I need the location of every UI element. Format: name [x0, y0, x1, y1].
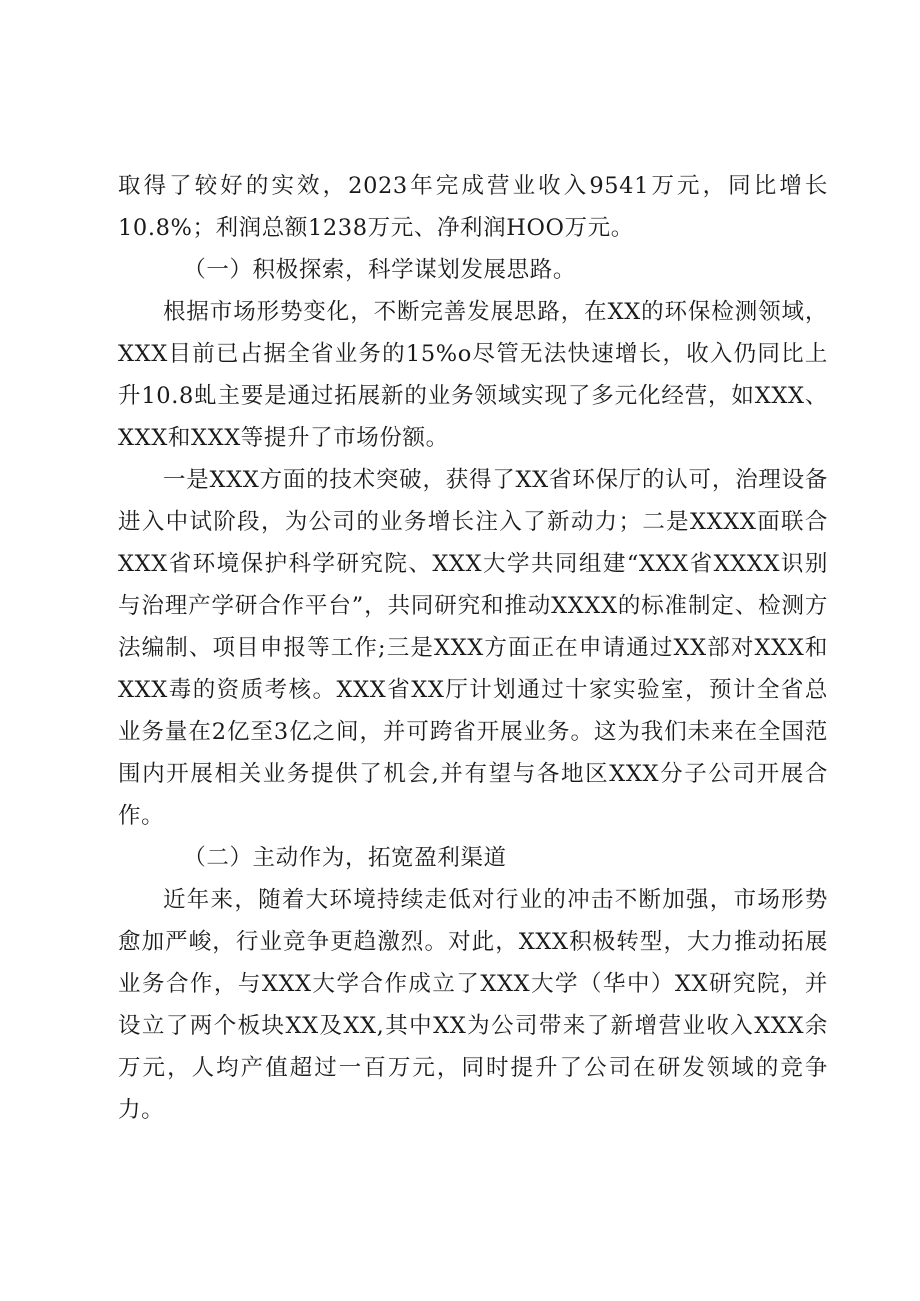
- section-heading-profit-channels: （二）主动作为，拓宽盈利渠道: [183, 845, 507, 871]
- paragraph-revenue-summary: 取得了较好的实效，2023年完成营业收入9541万元，同比增长10.8%；利润总额1238万元、净利润HOO万元。: [118, 173, 828, 241]
- paragraph-development-ideas: 根据市场形势变化，不断完善发展思路，在XX的环保检测领域，XXX目前已占据全省业务的15%o尽管无法快速增长，收入仍同比上升10.8虬主要是通过拓展新的业务领域实现了多元化经营，如XXX、XXX和XXX等提升了市场份额。: [118, 299, 828, 451]
- paragraph-business-cooperation: 近年来，随着大环境持续走低对行业的冲击不断加强，市场形势愈加严峻，行业竞争更趋激烈。对此，XXX积极转型，大力推动拓展业务合作，与XXX大学合作成立了XXX大学（华中）XX研究院，并设立了两个板块XX及XX,其中XX为公司带来了新增营业收入XXX余万元，人均产值超过一百万元，同时提升了公司在研发领域的竞争力。: [118, 887, 828, 1123]
- document-body: [118, 165, 828, 1131]
- paragraph-technical-breakthroughs: 一是XXX方面的技术突破，获得了XX省环保厅的认可，治理设备进入中试阶段，为公司的业务增长注入了新动力；二是XXXX面联合XXX省环境保护科学研究院、XXX大学共同组建“XXX省XXXX识别与治理产学研合作平台”，共同研究和推动XXXX的标准制定、检测方法编制、项目申报等工作;三是XXX方面正在申请通过XX部对XXX和XXX毒的资质考核。XXX省XX厅计划通过十家实验室，预计全省总业务量在2亿至3亿之间，并可跨省开展业务。这为我们未来在全国范围内开展相关业务提供了机会,并有望与各地区XXX分子公司开展合作。: [118, 467, 828, 829]
- section-heading-explore: （一）积极探索，科学谋划发展思路。: [183, 257, 576, 283]
